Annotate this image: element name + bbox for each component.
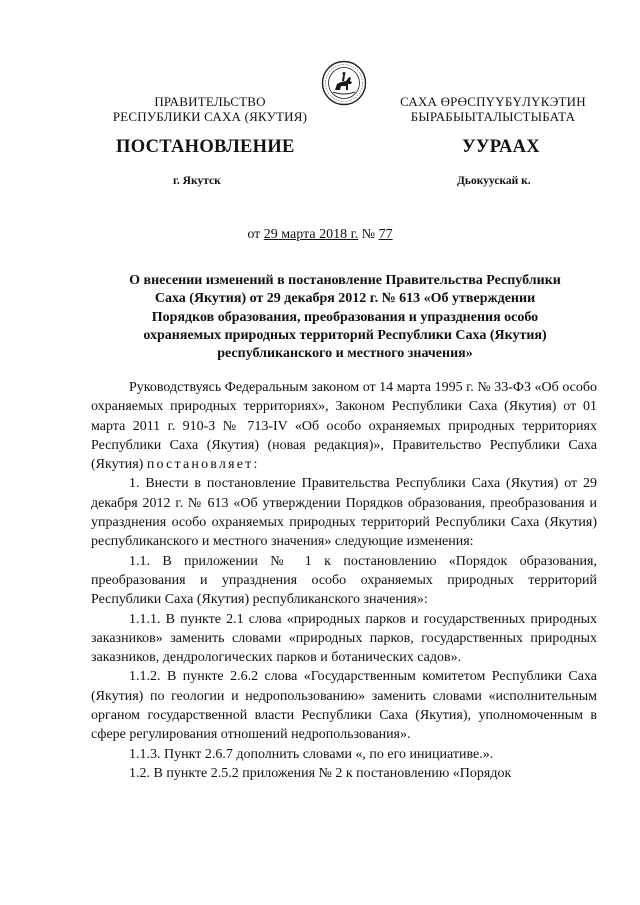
- org-name-ru-line1: ПРАВИТЕЛЬСТВО: [154, 94, 266, 109]
- title-line: Саха (Якутия) от 29 декабря 2012 г. № 613 «Об утверждении: [154, 291, 536, 307]
- doc-type-sah: УУРААХ: [462, 137, 540, 157]
- doc-date: 29 марта 2018 г.: [263, 227, 359, 242]
- city-sah: Дьокуускай к.: [457, 175, 531, 187]
- city-ru: г. Якутск: [173, 175, 221, 187]
- document-number-line: [0, 227, 640, 243]
- title-line: Порядков образования, преобразования и упразднения особо: [151, 309, 539, 325]
- org-name-ru: [94, 94, 326, 124]
- paragraph-preamble: [91, 378, 597, 474]
- doc-prefix: от: [247, 227, 261, 242]
- preamble-text: Руководствуясь Федеральным законом от 14 марта 1995 г. № 33-ФЗ «Об особо охраняемых природных территориях», Законом Республики Саха (Якутия) от 01 марта 2011 г. 910-З № 713-IV «Об особо охраняемых природных территориях Республики Саха (Якутия) (новая редакция)», Правительство Республики Саха (Якутия): [91, 380, 597, 473]
- org-name-sah-line1: САХА ӨРӨСПҮҮБҮЛҮКЭТИН: [400, 94, 586, 109]
- paragraph-1-1: 1.1. В приложении № 1 к постановлению «Порядок образования, преобразования и упразднения особо охраняемых природных территорий Республики Саха (Якутия) республиканского значения»:: [91, 553, 597, 608]
- paragraph-1-2: 1.2. В пункте 2.5.2 приложения № 2 к постановлению «Порядок: [129, 765, 512, 781]
- org-name-sah: [390, 94, 596, 124]
- document-body: [91, 378, 597, 783]
- doc-type-ru: ПОСТАНОВЛЕНИЕ: [116, 137, 295, 157]
- org-name-ru-line2: РЕСПУБЛИКИ САХА (ЯКУТИЯ): [112, 109, 308, 124]
- doc-no-sign: №: [361, 227, 376, 242]
- paragraph-1-1-1: 1.1.1. В пункте 2.1 слова «природных парков и государственных природных заказников» заменить словами «природных парков, государственных природных заказников, дендрологических парков и ботанических садов».: [91, 611, 597, 666]
- doc-number: 77: [378, 227, 393, 242]
- paragraph-1-1-2: 1.1.2. В пункте 2.6.2 слова «Государственным комитетом Республики Саха (Якутия) по геологии и недропользованию» заменить словами «исполнительным органом государственной власти Республики Саха (Якутия), уполномоченным в сфере регулирования отношений недропользования».: [91, 669, 597, 743]
- document-title: [105, 272, 585, 363]
- title-line: охраняемых природных территорий Республики Саха (Якутия): [143, 327, 547, 343]
- title-line: О внесении изменений в постановление Правительства Республики: [129, 273, 561, 288]
- resolve-verb: постановляет:: [146, 457, 260, 473]
- title-line: республиканского и местного значения»: [217, 346, 473, 362]
- paragraph-1-1-3: 1.1.3. Пункт 2.6.7 дополнить словами «, по его инициативе.».: [129, 746, 494, 762]
- paragraph-1: 1. Внести в постановление Правительства Республики Саха (Якутия) от 29 декабря 2012 г. № 613 «Об утверждении Порядков образования, преобразования и упразднения особо охраняемых природных территорий Республики Саха (Якутия) республиканского и местного значения» следующие изменения:: [91, 476, 597, 550]
- org-name-sah-line2: БЫРАБЫЫТАЛЫСТЫБАТА: [410, 109, 576, 124]
- coat-of-arms-icon: [321, 60, 367, 106]
